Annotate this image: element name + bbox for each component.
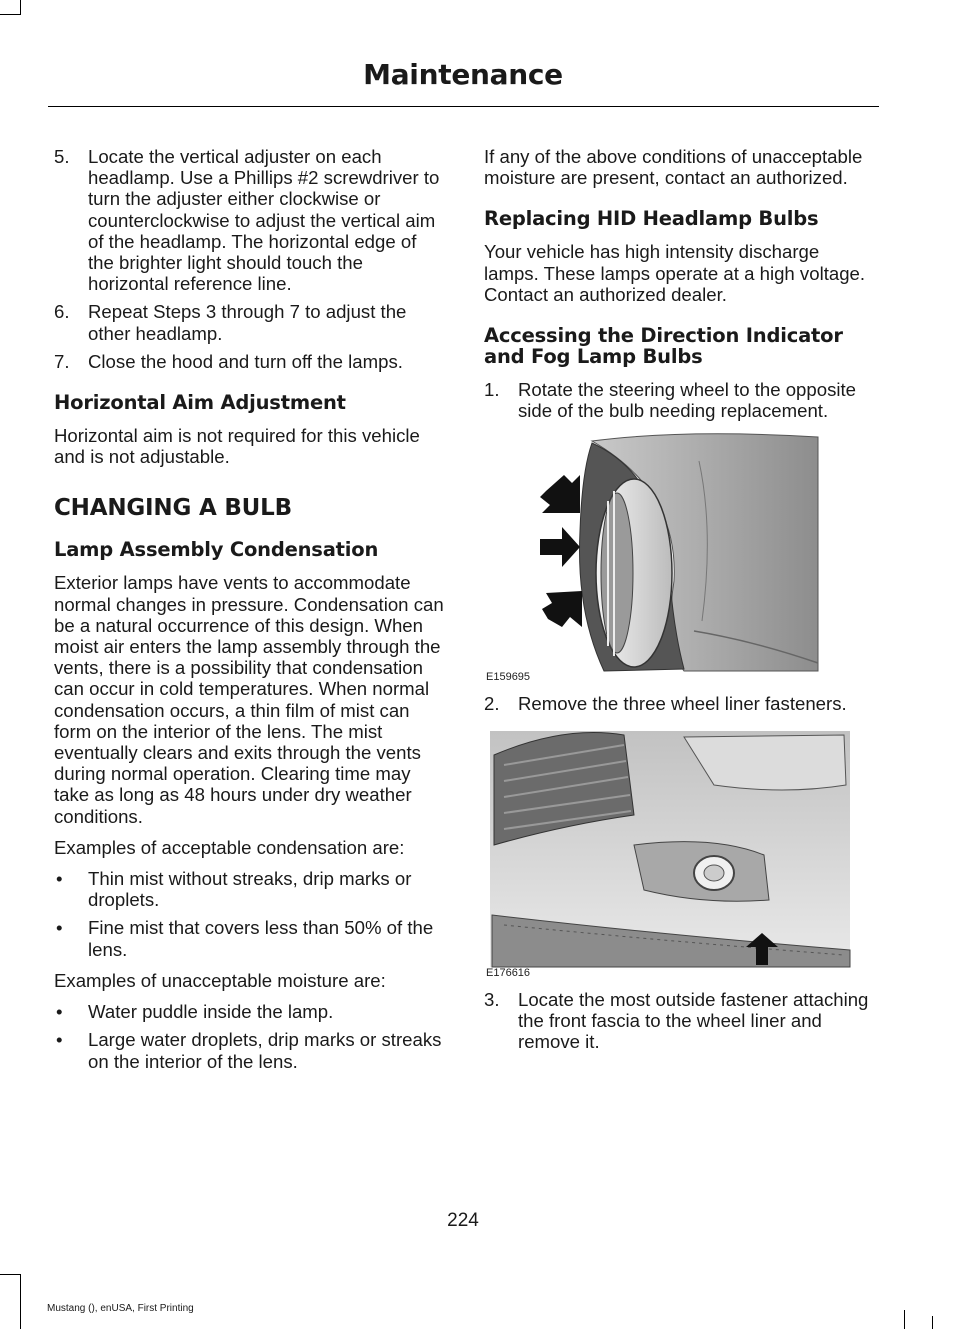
step-text: Locate the most outside fastener attaching the front fascia to the wheel liner and remove it. [518, 988, 869, 1053]
acceptable-intro: Examples of acceptable condensation are: [54, 836, 405, 858]
right-column [484, 146, 878, 1062]
steps-list [484, 989, 878, 1053]
wheel-liner-illustration [484, 431, 824, 684]
left-column [54, 146, 446, 1082]
arrow-icon [542, 591, 582, 627]
step-number: 2. [484, 693, 500, 715]
bullet: • [56, 1029, 63, 1051]
horizontal-aim-heading: Horizontal Aim Adjustment [54, 391, 346, 415]
figure-code: E159695 [486, 671, 531, 684]
crop-mark [932, 1316, 933, 1329]
list-item [54, 301, 446, 343]
wheel-figure [484, 431, 878, 684]
crop-mark [0, 14, 20, 15]
list-text: Fine mist that covers less than 50% of the lens. [88, 917, 434, 960]
horizontal-aim-text: Horizontal aim is not required for this vehicle and is not adjustable. [54, 425, 420, 468]
steps-list [54, 146, 446, 372]
page-title: Maintenance [363, 58, 563, 91]
list-text: Large water droplets, drip marks or streaks on the interior of the lens. [88, 1029, 442, 1072]
list-item [54, 868, 446, 910]
crop-mark [20, 1274, 21, 1329]
bullet: • [56, 868, 63, 890]
step-number: 5. [54, 146, 70, 167]
list-text: Water puddle inside the lamp. [88, 1001, 334, 1023]
list-item [484, 379, 878, 421]
front-fascia-illustration [484, 725, 854, 977]
step-text: Repeat Steps 3 through 7 to adjust the other headlamp. [88, 301, 407, 344]
step-number: 6. [54, 301, 70, 323]
list-item [54, 1001, 446, 1022]
page-number: 224 [447, 1210, 479, 1231]
list-item [484, 989, 878, 1053]
acceptable-list [54, 868, 446, 960]
hid-heading: Replacing HID Headlamp Bulbs [484, 207, 819, 231]
figure-code: E176616 [486, 966, 531, 979]
crop-mark [0, 1274, 20, 1275]
step-text: Locate the vertical adjuster on each headlamp. Use a Phillips #2 screwdriver to turn the adjuster either clockwise or counterclockwise to adjust the vertical aim of the headlamp. The horizontal edge of the brighter light should touch the horizontal reference line. [88, 146, 440, 295]
condensation-text: Exterior lamps have vents to accommodate normal changes in pressure. Condensation can be a natural occurrence of this design. When moist air enters the lamp assembly through the vents, there is a possibility that condensation can occur in cold temperatures. When normal condensation occurs, a thin film of mist can form on the interior of the lens. The mist eventually clears and exits through the vents during normal operation. Clearing time may take as long as 48 hours under dry weather conditions. [54, 572, 444, 827]
fascia-figure [484, 725, 878, 977]
list-item [54, 917, 446, 959]
steps-list [484, 379, 878, 421]
section-heading: CHANGING A BULB [54, 495, 292, 522]
arrow-icon [540, 527, 580, 567]
list-item [484, 693, 878, 714]
unacceptable-intro: Examples of unacceptable moisture are: [54, 969, 386, 991]
crop-mark [904, 1310, 905, 1329]
arrow-icon [540, 475, 580, 513]
step-text: Rotate the steering wheel to the opposite side of the bulb needing replacement. [518, 379, 857, 422]
step-text: Close the hood and turn off the lamps. [88, 350, 403, 372]
list-item [54, 351, 446, 372]
direction-indicator-heading: Accessing the Direction Indicator and Fog Lamp Bulbs [484, 324, 843, 369]
unacceptable-list [54, 1001, 446, 1072]
condensation-heading: Lamp Assembly Condensation [54, 538, 379, 562]
step-number: 7. [54, 350, 70, 372]
list-item [54, 146, 446, 294]
edition-footer: Mustang (), enUSA, First Printing [47, 1303, 194, 1314]
steps-list [484, 693, 878, 714]
bullet: • [56, 917, 63, 939]
moisture-text: If any of the above conditions of unacceptable moisture are present, contact an authorized. [484, 146, 863, 189]
list-item [54, 1029, 446, 1071]
bullet: • [56, 1001, 63, 1023]
list-text: Thin mist without streaks, drip marks or droplets. [88, 868, 412, 911]
step-text: Remove the three wheel liner fasteners. [518, 693, 847, 715]
hid-text: Your vehicle has high intensity discharge lamps. These lamps operate at a high voltage. Contact an authorized dealer. [484, 241, 866, 305]
step-number: 3. [484, 988, 500, 1010]
crop-mark [20, 0, 21, 15]
header-divider [48, 106, 879, 107]
step-number: 1. [484, 379, 500, 401]
